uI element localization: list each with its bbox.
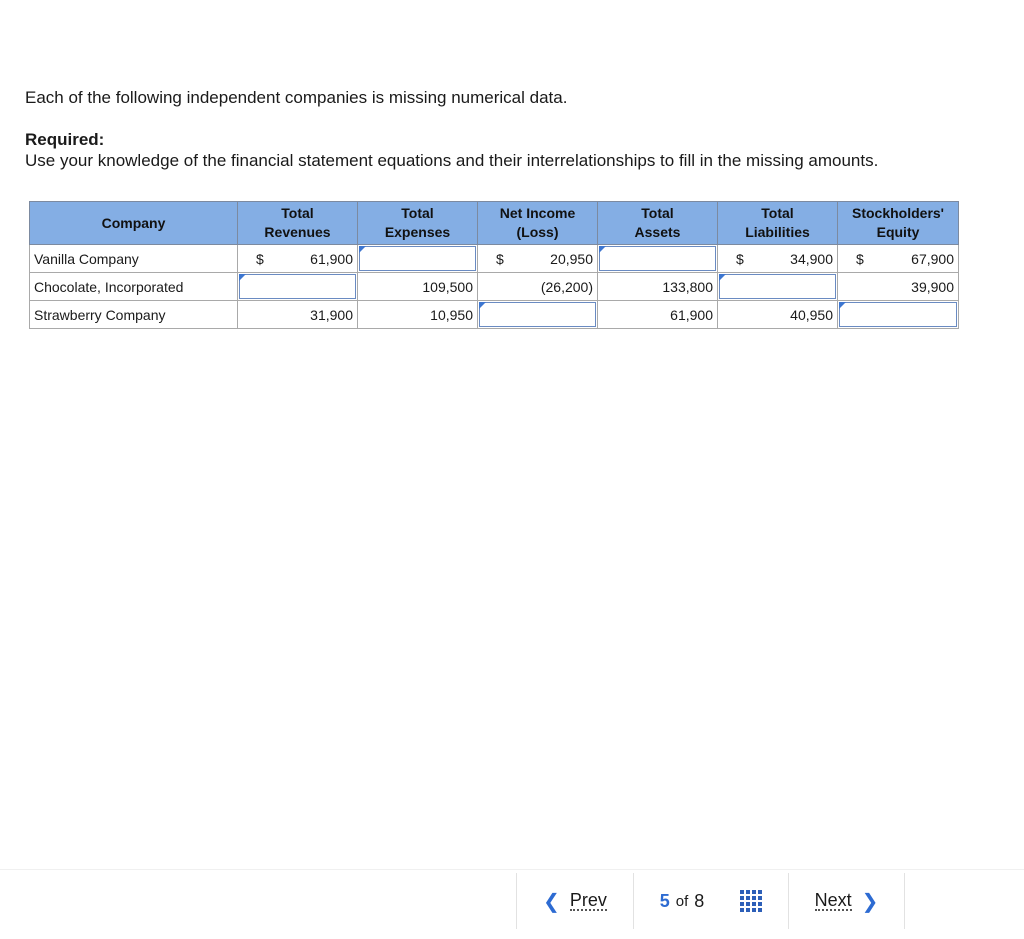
strawberry-expenses: 10,950 bbox=[358, 301, 478, 329]
required-title: Required: bbox=[25, 130, 105, 149]
chevron-right-icon: ❯ bbox=[861, 890, 879, 913]
strawberry-net-income-input[interactable] bbox=[478, 301, 598, 329]
required-text: Use your knowledge of the financial statement equations and their interrelationships to fill in the missing amounts. bbox=[25, 151, 879, 170]
header-company: Company bbox=[30, 202, 238, 245]
header-stockholders-equity: Stockholders' Equity bbox=[838, 202, 959, 245]
strawberry-assets: 61,900 bbox=[598, 301, 718, 329]
strawberry-equity-input[interactable] bbox=[838, 301, 959, 329]
chocolate-revenues-input[interactable] bbox=[238, 273, 358, 301]
vanilla-net-income: $ 20,950 bbox=[478, 245, 598, 273]
grid-menu-icon[interactable] bbox=[740, 890, 762, 912]
vanilla-equity: $ 67,900 bbox=[838, 245, 959, 273]
chocolate-expenses: 109,500 bbox=[358, 273, 478, 301]
strawberry-revenues: 31,900 bbox=[238, 301, 358, 329]
company-name: Vanilla Company bbox=[30, 245, 238, 273]
chocolate-equity: 39,900 bbox=[838, 273, 959, 301]
page-indicator bbox=[634, 873, 788, 929]
header-total-assets: Total Assets bbox=[598, 202, 718, 245]
financial-data-table bbox=[29, 201, 959, 329]
prev-label: Prev bbox=[569, 890, 607, 910]
chocolate-liabilities-input[interactable] bbox=[718, 273, 838, 301]
table-header-row bbox=[30, 202, 959, 245]
header-total-expenses: Total Expenses bbox=[358, 202, 478, 245]
strawberry-liabilities: 40,950 bbox=[718, 301, 838, 329]
chocolate-assets: 133,800 bbox=[598, 273, 718, 301]
chevron-left-icon: ❮ bbox=[543, 890, 560, 913]
table-row-strawberry bbox=[30, 301, 959, 329]
intro-text: Each of the following independent companies is missing numerical data. bbox=[25, 88, 568, 107]
table-row-vanilla bbox=[30, 245, 959, 273]
chocolate-net-income: (26,200) bbox=[478, 273, 598, 301]
nav-divider bbox=[904, 873, 905, 929]
prev-button[interactable] bbox=[517, 873, 633, 929]
footer-divider bbox=[0, 869, 1024, 870]
header-total-liabilities: Total Liabilities bbox=[718, 202, 838, 245]
vanilla-expenses-input[interactable] bbox=[358, 245, 478, 273]
next-label: Next bbox=[814, 890, 852, 910]
current-page: 5 bbox=[659, 890, 670, 911]
page-of-label: of bbox=[675, 892, 689, 910]
vanilla-liabilities: $ 34,900 bbox=[718, 245, 838, 273]
next-button[interactable] bbox=[789, 873, 904, 929]
vanilla-assets-input[interactable] bbox=[598, 245, 718, 273]
company-name: Chocolate, Incorporated bbox=[30, 273, 238, 301]
table-row-chocolate bbox=[30, 273, 959, 301]
header-total-revenues: Total Revenues bbox=[238, 202, 358, 245]
vanilla-revenues: $ 61,900 bbox=[238, 245, 358, 273]
header-net-income: Net Income (Loss) bbox=[478, 202, 598, 245]
total-pages: 8 bbox=[694, 890, 705, 911]
company-name: Strawberry Company bbox=[30, 301, 238, 329]
pagination-bar bbox=[516, 873, 905, 929]
